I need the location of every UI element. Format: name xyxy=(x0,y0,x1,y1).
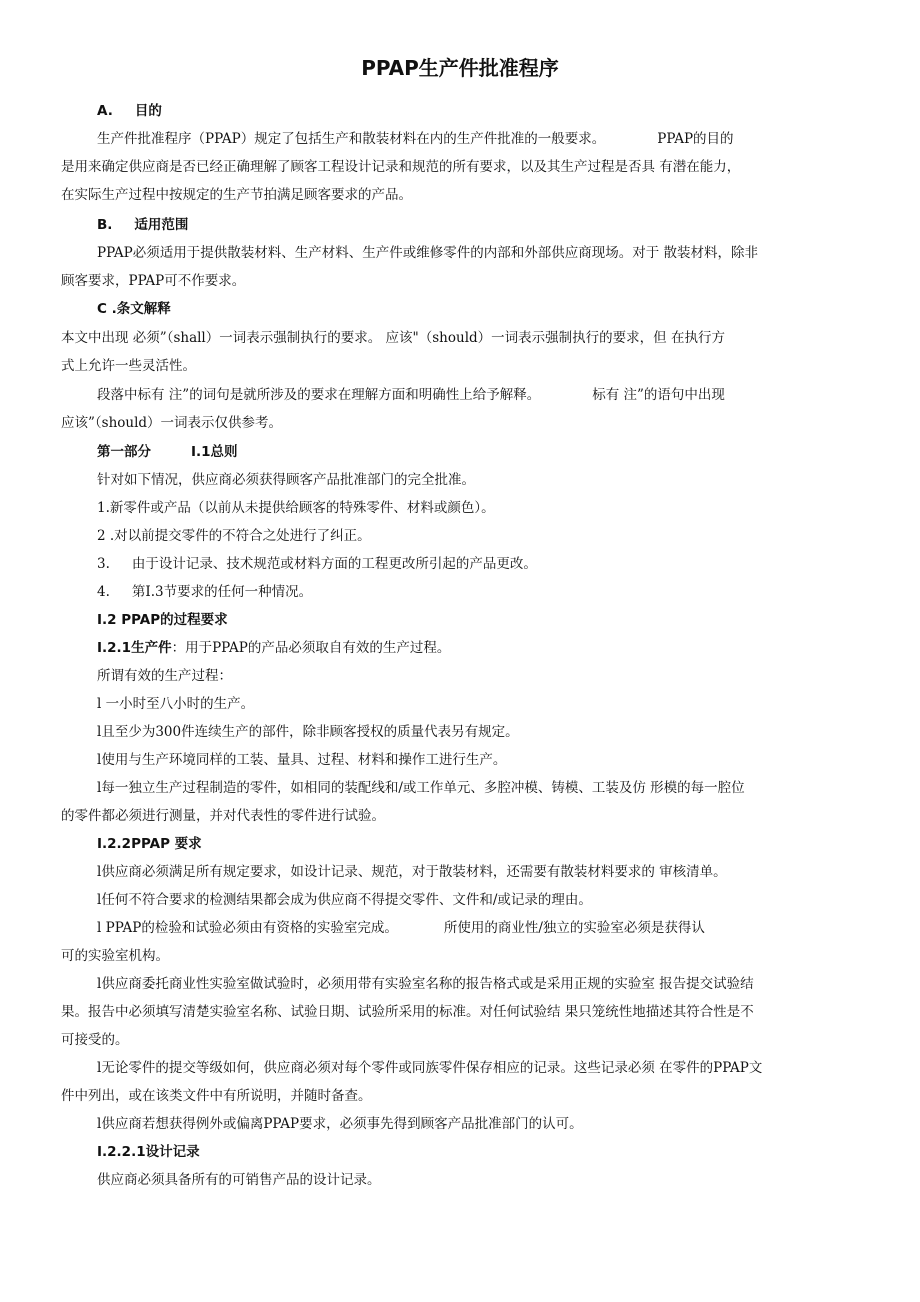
section-a-line-1: 生产件批准程序（PPAP）规定了包括生产和散装材料在内的生产件批准的一般要求。 PPAP的目的 xyxy=(97,131,734,147)
section-i2-line-7: 的零件都必须进行测量，并对代表性的零件进行试验。 xyxy=(61,808,385,824)
section-b-line-2: 顾客要求，PPAP可不作要求。 xyxy=(61,273,246,289)
section-a-letter: A. xyxy=(97,103,113,119)
part-1-item-2: 2 .对以前提交零件的不符合之处进行了纠正。 xyxy=(97,528,371,544)
part-1-item-1: 1.新零件或产品（以前从未提供给顾客的特殊零件、材料或颜色）。 xyxy=(97,500,495,516)
section-c-line-4: 应该”（should）一词表示仅供参考。 xyxy=(61,415,283,431)
section-i22-line-10: l供应商若想获得例外或偏离PPAP要求，必须事先得到顾客产品批准部门的认可。 xyxy=(97,1116,583,1132)
part-1-item-4: 4. 第I.3节要求的任何一种情况。 xyxy=(97,584,313,600)
section-a-title: 目的 xyxy=(134,103,162,119)
section-i22-line-9: 件中列出，或在该类文件中有所说明，并随时备查。 xyxy=(61,1088,372,1104)
section-b-letter: B. xyxy=(97,217,113,233)
section-i2-line-6: l每一独立生产过程制造的零件，如相同的装配线和/或工作单元、多腔冲模、铸模、工装及仿 形模的每一腔位 xyxy=(97,780,745,796)
section-i22-heading: I.2.2PPAP 要求 xyxy=(97,836,202,852)
section-i2-line-5: l使用与生产环境同样的工装、量具、过程、材料和操作工进行生产。 xyxy=(97,752,507,768)
section-i22-line-3: l PPAP的检验和试验必须由有资格的实验室完成。 所使用的商业性/独立的实验室必须是获得认 xyxy=(97,920,705,936)
section-a-line-2: 是用来确定供应商是否已经正确理解了顾客工程设计记录和规范的所有要求，以及其生产过程是否具 有潜在能力， xyxy=(61,159,741,175)
section-i221-line-1: 供应商必须具备所有的可销售产品的设计记录。 xyxy=(97,1172,381,1188)
section-i22-line-7: 可接受的。 xyxy=(61,1032,129,1048)
document-title: PPAP生产件批准程序 xyxy=(361,56,559,80)
section-i22-line-1: l供应商必须满足所有规定要求，如设计记录、规范，对于散装材料，还需要有散装材料要求的 审核清单。 xyxy=(97,864,727,880)
section-c-line-1: 本文中出现 必须”（shall）一词表示强制执行的要求。 应该"（should）一词表示强制执行的要求，但 在执行方 xyxy=(61,330,725,346)
section-i22-line-4: 可的实验室机构。 xyxy=(61,948,169,964)
section-c-heading: C .条文解释 xyxy=(97,301,171,317)
section-b-line-1: PPAP必须适用于提供散装材料、生产材料、生产件或维修零件的内部和外部供应商现场。对于 散装材料，除非 xyxy=(97,245,759,261)
section-a-line-3: 在实际生产过程中按规定的生产节拍满足顾客要求的产品。 xyxy=(61,187,412,203)
section-i2-line-3: l 一小时至八小时的生产。 xyxy=(97,696,255,712)
section-i2-line-2: 所谓有效的生产过程： xyxy=(97,668,232,684)
section-i2-heading: I.2 PPAP的过程要求 xyxy=(97,612,228,628)
section-i2-line-1: I.2.1生产件：用于PPAP的产品必须取自有效的生产过程。 xyxy=(97,640,451,656)
section-i22-line-5: l供应商委托商业性实验室做试验时，必须用带有实验室名称的报告格式或是采用正规的实验室 报告提交试验结 xyxy=(97,976,754,992)
section-c-line-2: 式上允许一些灵活性。 xyxy=(61,358,196,374)
section-b-title: 适用范围 xyxy=(134,217,189,233)
part-1-line-1: 针对如下情况，供应商必须获得顾客产品批准部门的完全批准。 xyxy=(97,472,475,488)
section-i22-line-8: l无论零件的提交等级如何，供应商必须对每个零件或同族零件保存相应的记录。这些记录必须 在零件的PPAP文 xyxy=(97,1060,763,1076)
section-i221-heading: I.2.2.1设计记录 xyxy=(97,1144,200,1160)
section-b-heading xyxy=(97,216,188,234)
section-a-heading xyxy=(97,102,162,120)
part-1-heading: 第一部分 I.1总则 xyxy=(97,444,238,460)
section-i2-line-4: l且至少为300件连续生产的部件，除非顾客授权的质量代表另有规定。 xyxy=(97,724,519,740)
section-c-line-3: 段落中标有 注”的词句是就所涉及的要求在理解方面和明确性上给予解释。 标有 注”的语句中出现 xyxy=(97,387,725,403)
section-i22-line-2: l任何不符合要求的检测结果都会成为供应商不得提交零件、文件和/或记录的理由。 xyxy=(97,892,592,908)
part-1-item-3: 3. 由于设计记录、技术规范或材料方面的工程更改所引起的产品更改。 xyxy=(97,556,537,572)
section-i22-line-6: 果。报告中必须填写清楚实验室名称、试验日期、试验所采用的标准。对任何试验结 果只笼统性地描述其符合性是不 xyxy=(61,1004,754,1020)
